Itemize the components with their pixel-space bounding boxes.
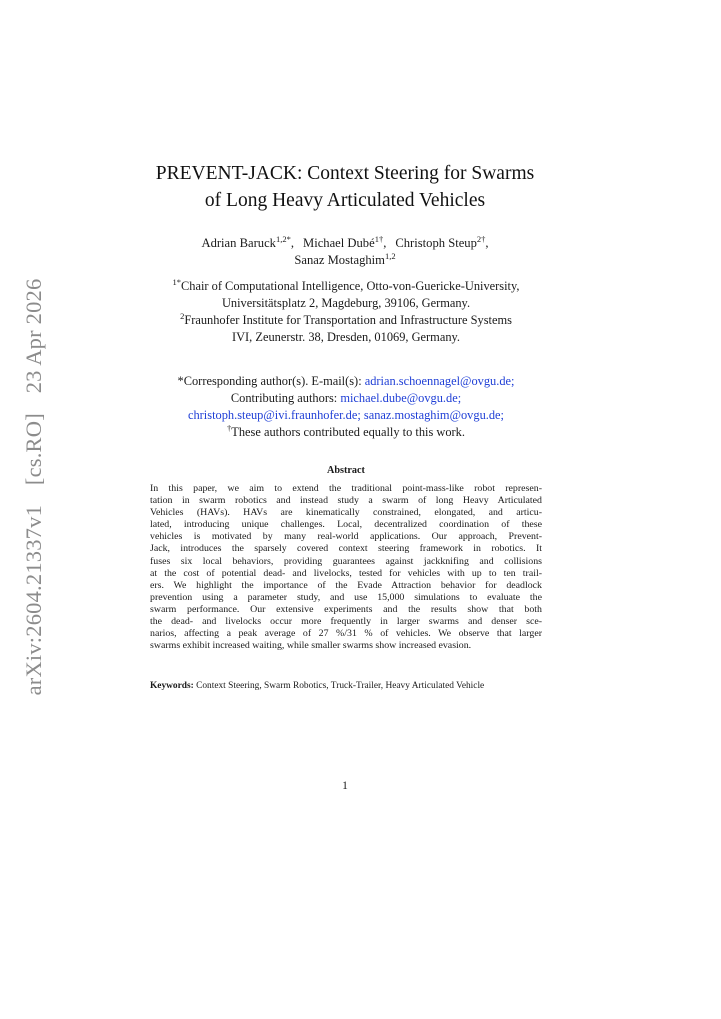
affiliation-line: IVI, Zeunerstr. 38, Dresden, 01069, Germany. [231,330,460,344]
contributing-email-link[interactable]: michael.dube@ovgu.de; [340,391,462,405]
page-number: 1 [342,780,348,792]
affiliation-line: Chair of Computational Intelligence, Otto-von-Guericke-University, [181,279,520,293]
affiliations [130,278,562,346]
abstract-line: the dead- and livelocks occur more frequently in larger swarms and denser sce- [150,616,542,628]
affiliation-mark: 1* [172,277,182,287]
equal-contribution-mark: † [227,423,232,433]
contact-info [130,373,562,441]
arxiv-identifier [21,265,47,696]
corresponding-label: *Corresponding author(s). E-mail(s): [177,374,365,388]
abstract-line: swarms exhibit increased waiting, while smaller swarms show increased evasion. [150,640,472,652]
abstract-line: prevention using a parameter study, and use 15,000 simulations to evaluate the [150,591,542,603]
author-name: Sanaz Mostaghim [294,253,385,267]
abstract-line: Jack, introduces the sparsely covered context steering framework in robotics. It [150,543,542,555]
author-marks: 1† [374,234,384,244]
abstract-line: vehicles is motivated by many real-world applications. Our approach, Prevent- [150,531,542,543]
contributing-email-link[interactable]: christoph.steup@ivi.fraunhofer.de; [187,408,361,422]
abstract-line: narios, affecting a peak average of 27 %/31 % of vehicles. We observe that larger [150,628,542,640]
abstract-line: at the cost of potential dead- and livelocks, tested for vehicles with up to ten trail- [150,567,542,579]
abstract-line: tation in swarm robotics and instead study a swarm of long Heavy Articulated [150,495,542,507]
keywords-text: Context Steering, Swarm Robotics, Truck-Trailer, Heavy Articulated Vehicle [193,681,485,691]
author-name: Adrian Baruck [201,236,276,250]
author-marks: 2† [476,234,486,244]
keywords-label: Keywords: [150,681,194,691]
abstract-line: In this paper, we aim to extend the traditional point-mass-like robot represen- [150,483,542,494]
abstract-line: fuses six local behaviors, providing guarantees against jackknifing and collisions [150,555,542,567]
keywords [150,681,542,693]
contributing-label: Contributing authors: [230,391,341,405]
author-marks: 1,2* [275,234,291,244]
abstract-line: swarm performance. Our extensive experiments and the results show that both [150,603,542,615]
abstract-text [150,483,542,652]
contributing-email-link[interactable]: sanaz.mostaghim@ovgu.de; [363,408,504,422]
arxiv-date: 23 Apr 2026 [21,278,46,394]
equal-contribution-note: These authors contributed equally to this work. [231,425,465,439]
author-marks: 1,2 [384,251,396,261]
paper-title [130,160,560,214]
title-line: PREVENT-JACK: Context Steering for Swarms [155,163,535,184]
abstract-line: lated, introducing unique challenges. Local, decentralized coordination of these [150,519,542,531]
corresponding-email-link[interactable]: adrian.schoennagel@ovgu.de; [364,374,515,388]
abstract-line: ers. We highlight the importance of the Evade Attraction behavior for deadlock [150,579,542,591]
arxiv-category: [cs.RO] [21,413,46,486]
affiliation-line: Universitätsplatz 2, Magdeburg, 39106, Germany. [221,296,471,310]
affiliation-line: Fraunhofer Institute for Transportation and Infrastructure Systems [184,313,512,327]
arxiv-id: arXiv:2604.21337v1 [21,504,46,696]
author-name: Christoph Steup [395,236,477,250]
author-name: Michael Dubé [303,236,375,250]
author-list: Adrian Baruck$^{1,2*}$, Michael Dubé$^{1\dagger}$, Christoph Steup$^{2\dagger}$, Sanaz Mostaghim$^{1,2}$ [201,234,489,267]
affiliation-mark: 2 [180,311,185,321]
abstract-line: Vehicles (HAVs). HAVs are kinematically constrained, elongated, and articu- [150,507,542,519]
abstract-heading: Abstract [327,465,365,476]
title-line: of Long Heavy Articulated Vehicles [204,190,486,211]
